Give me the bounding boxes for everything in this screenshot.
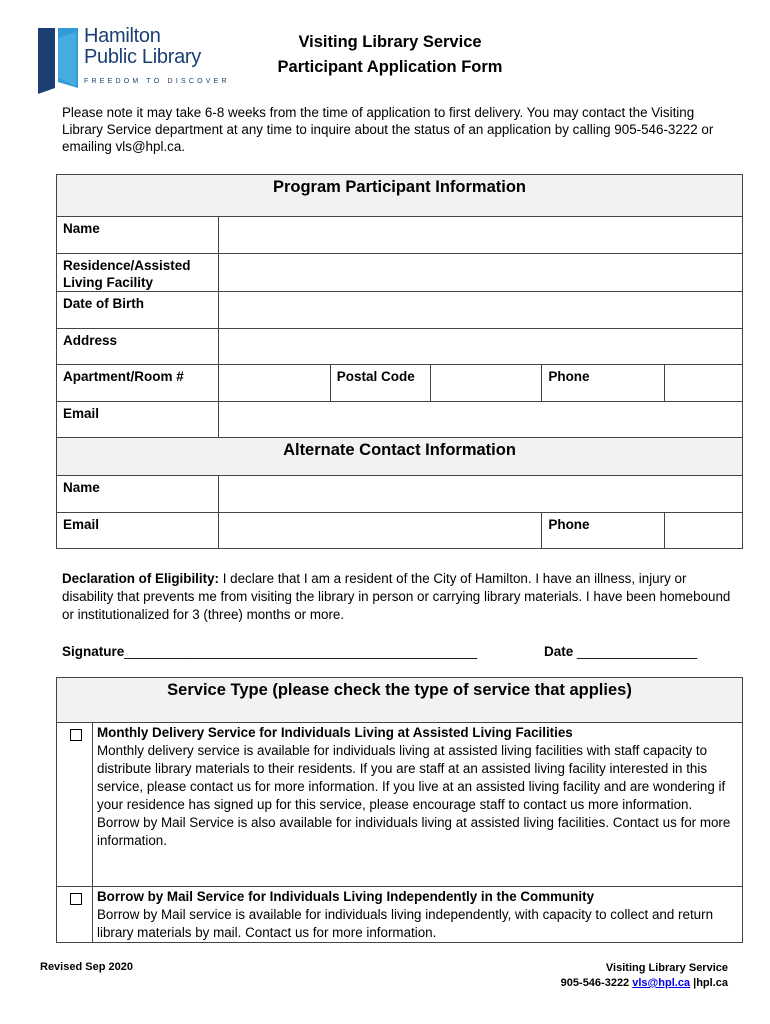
form-title-line2: Participant Application Form [277,58,503,76]
postal-code-field[interactable] [430,365,542,402]
monthly-delivery-checkbox-cell [57,723,93,887]
borrow-by-mail-option [93,887,743,943]
dob-field[interactable] [218,292,742,329]
hpl-logo-mark [38,28,78,94]
phone-label: Phone [542,365,665,402]
postal-code-label: Postal Code [330,365,430,402]
footer-web[interactable]: |hpl.ca [693,977,728,989]
address-field[interactable] [218,329,742,365]
alternate-name-label: Name [57,476,219,513]
participant-heading: Program Participant Information [57,175,743,217]
alternate-heading: Alternate Contact Information [57,438,743,476]
declaration [62,570,732,624]
borrow-by-mail-text: Borrow by Mail service is available for individuals living independently, with capacity to collect and return library materials by mail. Contact us for more information. [97,907,714,940]
form-title-line1: Visiting Library Service [298,33,482,51]
footer-phone: 905-546-3222 [560,977,630,989]
address-label: Address [57,329,219,365]
borrow-by-mail-title: Borrow by Mail Service for Individuals Living Independently in the Community [97,889,595,904]
footer-contact [561,961,728,991]
logo-name-line2: Public Library [84,46,201,68]
alternate-email-field[interactable] [218,513,541,549]
service-type-heading: Service Type (please check the type of service that applies) [57,678,743,723]
borrow-by-mail-checkbox-cell [57,887,93,943]
alternate-phone-field[interactable] [665,513,743,549]
signature-underline: _______________________________________________ [124,644,478,659]
declaration-text: I declare that I am a resident of the City of Hamilton. I have an illness, injury or disability that prevents me from visiting the library in person or carrying library materials. I have been homebound or institutionalized for 3 (three) months or more. [62,571,731,622]
participant-name-field[interactable] [218,217,742,254]
residence-field[interactable] [218,254,742,292]
participant-name-label: Name [57,217,219,254]
monthly-delivery-option [93,723,743,887]
alternate-phone-label: Phone [542,513,665,549]
alternate-email-label: Email [57,513,219,549]
apartment-field[interactable] [218,365,330,402]
apartment-label: Apartment/Room # [57,365,219,402]
email-field[interactable] [218,402,742,438]
signature-line[interactable] [62,644,477,659]
date-underline: ________________ [577,644,698,659]
intro-text: Please note it may take 6-8 weeks from the time of application to first delivery. You may contact the Visiting Library Service department at any time to inquire about the status of an application by calling 905-546-3222 or emailing vls@hpl.ca. [62,105,714,154]
logo-tagline: FREEDOM TO DISCOVER [84,78,230,85]
signature-label: Signature [62,644,125,659]
participant-table [56,174,743,549]
dob-label: Date of Birth [57,292,219,329]
borrow-by-mail-checkbox[interactable] [70,893,82,905]
residence-label: Residence/Assisted Living Facility [57,254,219,292]
revised-date: Revised Sep 2020 [40,961,133,973]
date-label: Date [544,644,574,659]
footer-email-link[interactable]: vls@hpl.ca [632,977,691,989]
service-type-table [56,677,743,943]
email-label: Email [57,402,219,438]
logo-name [84,26,201,68]
declaration-label: Declaration of Eligibility: [62,571,219,586]
footer-org: Visiting Library Service [605,962,728,974]
monthly-delivery-title: Monthly Delivery Service for Individuals Living at Assisted Living Facilities [97,725,573,740]
alternate-name-field[interactable] [218,476,742,513]
logo-name-line1: Hamilton [84,25,161,47]
date-line[interactable] [544,644,697,659]
monthly-delivery-checkbox[interactable] [70,729,82,741]
phone-field[interactable] [665,365,743,402]
monthly-delivery-text: Monthly delivery service is available for individuals living at assisted living facilities with staff capacity to distribute library materials to their residents. If you are staff at an assisted living facility interested in this service, please contact us for more information. If you live at an assisted living facility and are wondering if your residence has signed up for this service, please encourage staff to contact us more information. Borrow by Mail Service is also available for individuals living at assisted living facilities. Contact us for more information. [97,743,731,848]
